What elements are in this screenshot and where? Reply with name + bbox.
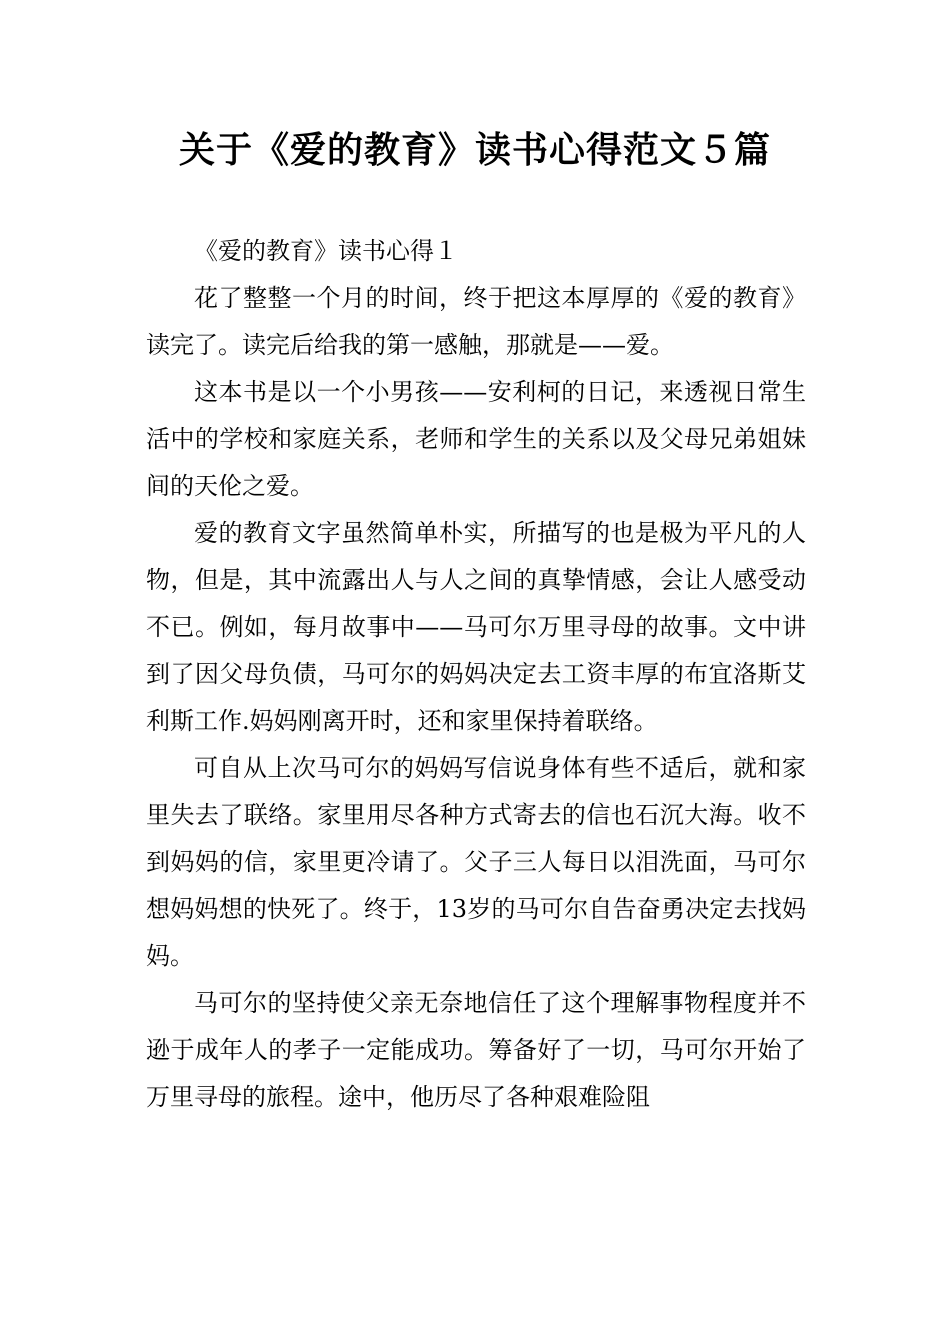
paragraph-2: 这本书是以一个小男孩——安利柯的日记，来透视日常生活中的学校和家庭关系，老师和学生的关系以及父母兄弟姐妹间的天伦之爱。: [146, 378, 806, 500]
paragraph-5: 马可尔的坚持使父亲无奈地信任了这个理解事物程度并不逊于成年人的孝子一定能成功。筹备好了一切，马可尔开始了万里寻母的旅程。途中，他历尽了各种艰难险阻: [146, 989, 806, 1111]
document-body: [146, 228, 806, 1121]
document-title: 关于《爱的教育》读书心得范文５篇: [178, 130, 771, 171]
section-heading: 《爱的教育》读书心得１: [194, 237, 458, 265]
paragraph-1: 花了整整一个月的时间，终于把这本厚厚的《爱的教育》读完了。读完后给我的第一感触，那就是——爱。: [146, 284, 806, 359]
paragraph-3: 爱的教育文字虽然简单朴实，所描写的也是极为平凡的人物，但是，其中流露出人与人之间的真挚情感，会让人感受动不已。例如，每月故事中——马可尔万里寻母的故事。文中讲到了因父母负债，马可尔的妈妈决定去工资丰厚的布宜洛斯艾利斯工作.妈妈刚离开时，还和家里保持着联络。: [146, 519, 806, 735]
paragraph-4: 可自从上次马可尔的妈妈写信说身体有些不适后，就和家里失去了联络。家里用尽各种方式寄去的信也石沉大海。收不到妈妈的信，家里更冷请了。父子三人每日以泪洗面，马可尔想妈妈想的快死了。终于，13岁的马可尔自告奋勇决定去找妈妈。: [146, 754, 806, 970]
